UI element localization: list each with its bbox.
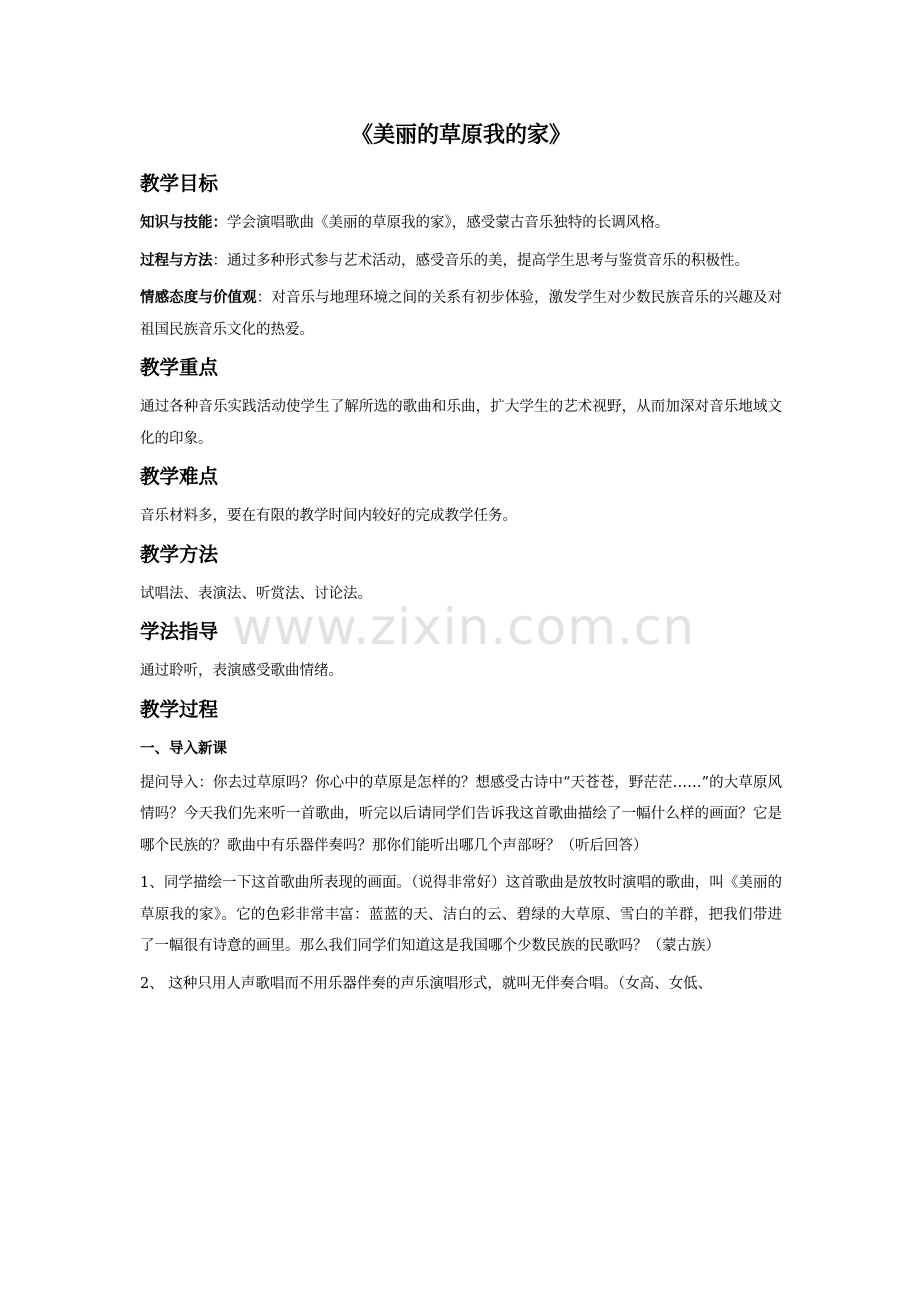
document-content bbox=[140, 118, 782, 1006]
heading-methods: 教学方法 bbox=[140, 542, 219, 566]
heading-goals: 教学目标 bbox=[140, 172, 219, 195]
goal-knowledge bbox=[140, 208, 782, 240]
methods-text: 试唱法、表演法、听赏法、讨论法。 bbox=[140, 585, 372, 602]
goal-knowledge-text: 学会演唱歌曲《美丽的草原我的家》，感受蒙古音乐独特的长调风格。 bbox=[227, 215, 670, 231]
heading-difficulties: 教学难点 bbox=[140, 465, 219, 488]
goal-process-label: 过程与方法 bbox=[140, 252, 213, 269]
difficulties-text: 音乐材料多，要在有限的教学时间内较好的完成教学任务。 bbox=[140, 508, 517, 524]
heading-process: 教学过程 bbox=[140, 697, 219, 721]
guidance-text: 通过聆听，表演感受歌曲情绪。 bbox=[140, 663, 343, 679]
process-paragraph: 2、 这种只用人声歌唱而不用乐器伴奏的声乐演唱形式，就叫无伴奏合唱。（女高、女低、 bbox=[140, 975, 713, 992]
process-paragraph: 1、同学描绘一下这首歌曲所表现的画面。（说得非常好）这首歌曲是放牧时演唱的歌曲，叫《美丽的草原我的家》。它的色彩非常丰富：蓝蓝的天、洁白的云、碧绿的大草原、雪白的羊群，把我们带进了一幅很有诗意的画里。那么我们同学们知道这是我国哪个少数民族的民歌吗？（蒙古族） bbox=[140, 875, 782, 954]
goal-knowledge-label: 知识与技能： bbox=[140, 215, 227, 231]
goal-emotion bbox=[140, 283, 782, 346]
goal-emotion-text: ：对音乐与地理环境之间的关系有初步体验，激发学生对少数民族音乐的兴趣及对祖国民族音乐文化的热爱。 bbox=[140, 290, 783, 338]
heading-key-points: 教学重点 bbox=[140, 356, 219, 379]
process-paragraph: 提问导入：你去过草原吗？你心中的草原是怎样的？想感受古诗中“天苍苍，野茫茫……”的大草原风情吗？今天我们先来听一首歌曲，听完以后请同学们告诉我这首歌曲描绘了一幅什么样的画面？它是哪个民族的？歌曲中有乐器伴奏吗？那你们能听出哪几个声部呀？（听后回答） bbox=[140, 774, 782, 854]
goal-emotion-label: 情感态度与价值观 bbox=[140, 290, 257, 306]
goal-process-text: ：通过多种形式参与艺术活动，感受音乐的美，提高学生思考与鉴赏音乐的积极性。 bbox=[212, 252, 749, 269]
key-points-text: 通过各种音乐实践活动使学生了解所选的歌曲和乐曲，扩大学生的艺术视野，从而加深对音乐地域文化的印象。 bbox=[140, 399, 782, 447]
goal-process bbox=[140, 246, 782, 278]
subheading-intro: 一、导入新课 bbox=[140, 740, 227, 757]
document-title: 《美丽的草原我的家》 bbox=[350, 123, 571, 148]
watermark: www.zixin.com.cn bbox=[232, 598, 696, 656]
heading-guidance: 学法指导 bbox=[140, 620, 219, 643]
